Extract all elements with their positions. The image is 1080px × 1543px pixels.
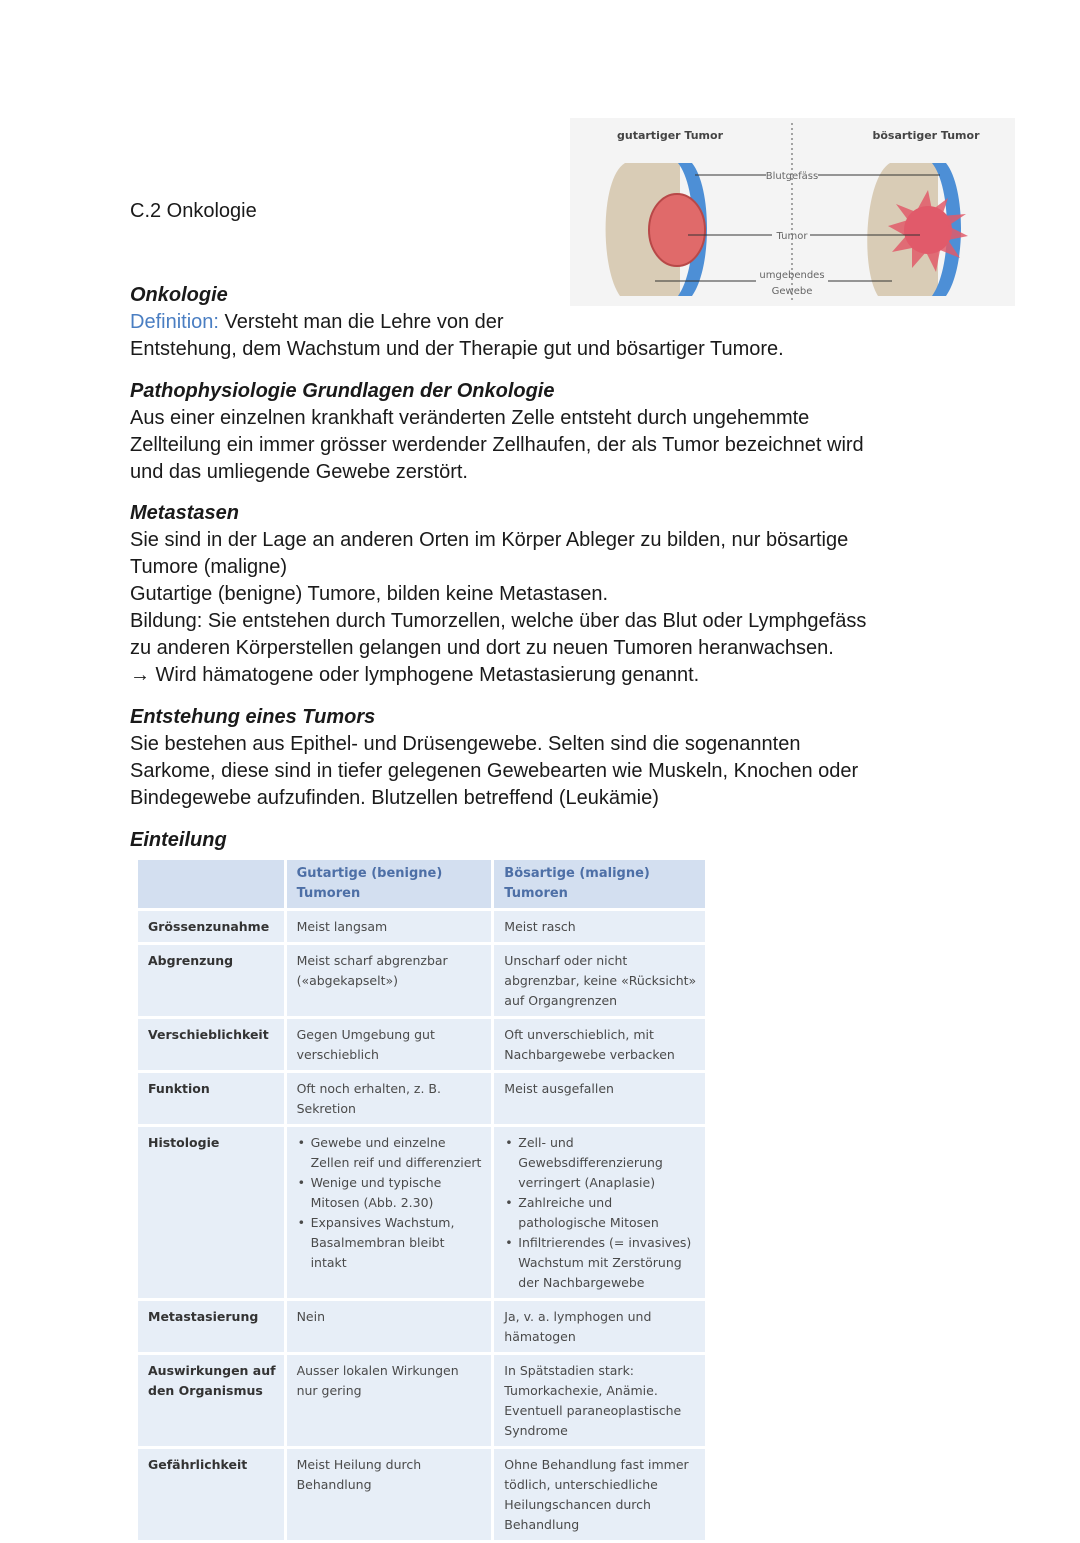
- list-item: • Wenige und typische Mitosen (Abb. 2.30): [311, 1173, 484, 1213]
- figure-label-tissue-2: Gewebe: [771, 286, 813, 297]
- row-label: Funktion: [138, 1073, 284, 1124]
- benign-cell: Nein: [287, 1301, 492, 1352]
- definition-line: [130, 309, 960, 336]
- section-metastasen: [130, 500, 960, 689]
- malignant-cell: Unscharf oder nicht abgrenzbar, keine «Rücksicht» auf Organgrenzen: [494, 945, 705, 1016]
- table-row: [138, 1019, 705, 1070]
- malignant-cell: [494, 1127, 705, 1298]
- table-row: [138, 1449, 705, 1540]
- table-header-malignant: Bösartige (maligne) Tumoren: [494, 860, 705, 908]
- paragraph-line: Sarkome, diese sind in tiefer gelegenen Gewebearten wie Muskeln, Knochen oder: [130, 760, 859, 782]
- row-label: Auswirkungen auf den Organismus: [138, 1355, 284, 1446]
- row-label: Histologie: [138, 1127, 284, 1298]
- paragraph-line: Gutartige (benigne) Tumore, bilden keine Metastasen.: [130, 583, 609, 605]
- paragraph-line: Sie bestehen aus Epithel- und Drüsengewebe. Selten sind die sogenannten: [130, 733, 801, 755]
- figure-label-tumor: Tumor: [776, 231, 808, 242]
- table-row: [138, 1301, 705, 1352]
- paragraph-line: Aus einer einzelnen krankhaft veränderten Zelle entsteht durch ungehemmte: [130, 407, 810, 429]
- benign-cell: Ausser lokalen Wirkungen nur gering: [287, 1355, 492, 1446]
- row-label: Grössenzunahme: [138, 911, 284, 942]
- malignant-cell: In Spätstadien stark: Tumorkachexie, Anämie. Eventuell paraneoplastische Syndrome: [494, 1355, 705, 1446]
- table-row: [138, 911, 705, 942]
- table-header-empty: [138, 860, 284, 908]
- section-heading: Einteilung: [130, 829, 227, 851]
- paragraph-line: Bindegewebe aufzufinden. Blutzellen betreffend (Leukämie): [130, 787, 659, 809]
- list-item: • Infiltrierendes (= invasives) Wachstum mit Zerstörung der Nachbargewebe: [518, 1233, 697, 1293]
- section-onkologie: [130, 282, 960, 363]
- benign-cell: Meist scharf abgrenzbar («abgekapselt»): [287, 945, 492, 1016]
- tumor-comparison-table: [135, 857, 708, 1543]
- figure-label-benign: gutartiger Tumor: [617, 129, 723, 142]
- benign-cell: Gegen Umgebung gut verschieblich: [287, 1019, 492, 1070]
- table-header-row: [138, 860, 705, 908]
- benign-histology-list: [297, 1133, 484, 1273]
- section-pathophysiologie: [130, 378, 960, 486]
- section-heading: Metastasen: [130, 502, 239, 524]
- definition-label: Definition:: [130, 311, 219, 333]
- malignant-histology-list: [504, 1133, 697, 1293]
- malignant-cell: Ohne Behandlung fast immer tödlich, unterschiedliche Heilungschancen durch Behandlung: [494, 1449, 705, 1540]
- malignant-cell: Meist ausgefallen: [494, 1073, 705, 1124]
- list-item: • Expansives Wachstum, Basalmembran bleibt intakt: [311, 1213, 484, 1273]
- section-entstehung: [130, 704, 960, 812]
- tumor-comparison-figure: [570, 118, 1015, 306]
- row-label: Verschieblichkeit: [138, 1019, 284, 1070]
- section-einteilung: [130, 827, 960, 854]
- table-row-histologie: [138, 1127, 705, 1298]
- list-item: • Gewebe und einzelne Zellen reif und differenziert: [311, 1133, 484, 1173]
- benign-cell: Meist Heilung durch Behandlung: [287, 1449, 492, 1540]
- paragraph-line: und das umliegende Gewebe zerstört.: [130, 461, 468, 483]
- page-title: C.2 Onkologie: [130, 200, 257, 222]
- section-heading: Entstehung eines Tumors: [130, 706, 376, 728]
- paragraph-line: Zellteilung ein immer grösser werdender Zellhaufen, der als Tumor bezeichnet wird: [130, 434, 864, 456]
- benign-cell: [287, 1127, 492, 1298]
- table-row: [138, 1355, 705, 1446]
- paragraph-line: zu anderen Körperstellen gelangen und dort zu neuen Tumoren heranwachsen.: [130, 637, 834, 659]
- benign-cell: Meist langsam: [287, 911, 492, 942]
- table-row: [138, 945, 705, 1016]
- figure-label-vessel: Blutgefäss: [765, 171, 819, 182]
- definition-text: Versteht man die Lehre von der: [218, 311, 504, 333]
- table-header-benign: Gutartige (benigne) Tumoren: [287, 860, 492, 908]
- paragraph-line: Entstehung, dem Wachstum und der Therapie gut und bösartiger Tumore.: [130, 338, 784, 360]
- section-heading: Pathophysiologie Grundlagen der Onkologie: [130, 380, 555, 402]
- list-item: • Zahlreiche und pathologische Mitosen: [518, 1193, 697, 1233]
- malignant-cell: Ja, v. a. lymphogen und hämatogen: [494, 1301, 705, 1352]
- figure-label-tissue-1: umgebendes: [759, 270, 825, 281]
- malignant-cell: Oft unverschieblich, mit Nachbargewebe verbacken: [494, 1019, 705, 1070]
- table-row: [138, 1073, 705, 1124]
- malignant-cell: Meist rasch: [494, 911, 705, 942]
- benign-tumor-shape: [649, 194, 705, 266]
- paragraph-line: Sie sind in der Lage an anderen Orten im Körper Ableger zu bilden, nur bösartige: [130, 529, 849, 551]
- paragraph-line: Tumore (maligne): [130, 556, 288, 578]
- row-label: Metastasierung: [138, 1301, 284, 1352]
- section-heading: Onkologie: [130, 284, 228, 306]
- paragraph-line: Bildung: Sie entstehen durch Tumorzellen, welche über das Blut oder Lymphgefäss: [130, 610, 867, 632]
- row-label: Abgrenzung: [138, 945, 284, 1016]
- list-item: • Zell- und Gewebsdifferenzierung verringert (Anaplasie): [518, 1133, 697, 1193]
- benign-cell: Oft noch erhalten, z. B. Sekretion: [287, 1073, 492, 1124]
- figure-label-malignant: bösartiger Tumor: [872, 129, 980, 142]
- row-label: Gefährlichkeit: [138, 1449, 284, 1540]
- paragraph-line: → Wird hämatogene oder lymphogene Metastasierung genannt.: [130, 664, 700, 686]
